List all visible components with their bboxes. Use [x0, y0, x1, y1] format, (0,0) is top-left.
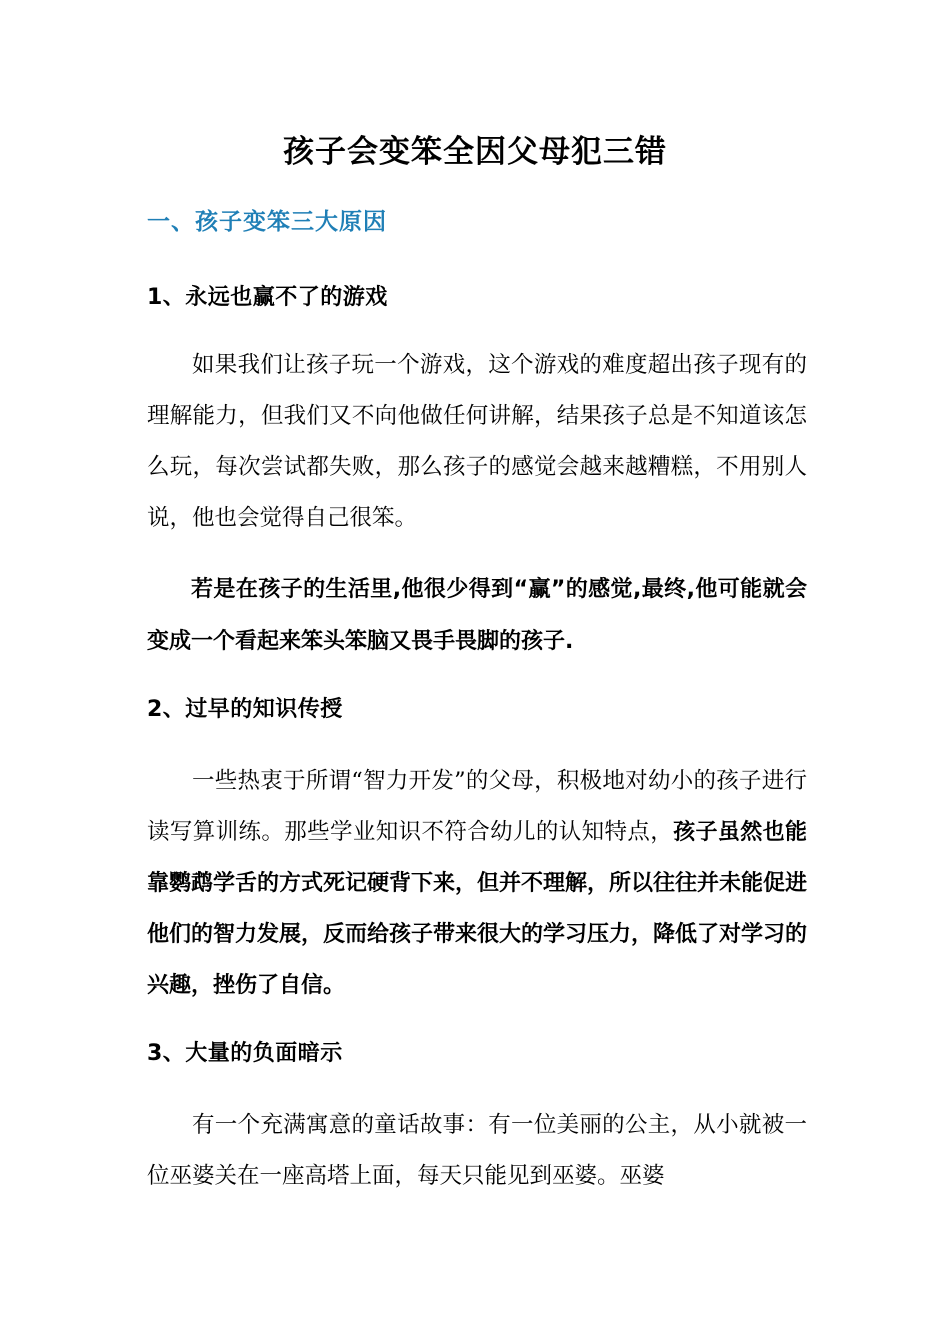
section-heading: 一、孩子变笨三大原因 — [147, 209, 387, 235]
reason-2-bold-text: 孩子虽然也能靠鹦鹉学舌的方式死记硬背下来，但并不理解，所以往往并未能促进他们的智力发展，反而给孩子带来很大的学习压力，降低了对学习的兴趣，挫伤了自信。 — [147, 820, 808, 998]
reason-1-emphasis-paragraph: 若是在孩子的生活里,他很少得到“赢”的感觉,最终,他可能就会变成一个看起来笨头笨脑又畏手畏脚的孩子. — [147, 577, 807, 654]
reason-3-heading: 3、大量的负面暗示 — [147, 1041, 343, 1066]
reason-1-heading: 1、永远也赢不了的游戏 — [147, 285, 388, 310]
reason-1-paragraph: 如果我们让孩子玩一个游戏，这个游戏的难度超出孩子现有的理解能力，但我们又不向他做任何讲解，结果孩子总是不知道该怎么玩，每次尝试都失败，那么孩子的感觉会越来越糟糕，不用别人说，他也会觉得自己很笨。 — [147, 352, 807, 531]
reason-3-paragraph: 有一个充满寓意的童话故事：有一位美丽的公主，从小就被一位巫婆关在一座高塔上面，每天只能见到巫婆。巫婆 — [147, 1112, 807, 1189]
document-title: 孩子会变笨全因父母犯三错 — [283, 134, 667, 170]
reason-2-normal-text: 一些热衷于所谓“智力开发”的父母，积极地对幼小的孩子进行读写算训练。那些学业知识不符合幼儿的认知特点， — [147, 768, 807, 845]
reason-2-heading: 2、过早的知识传授 — [147, 697, 343, 722]
reason-2-paragraph — [147, 756, 807, 1011]
